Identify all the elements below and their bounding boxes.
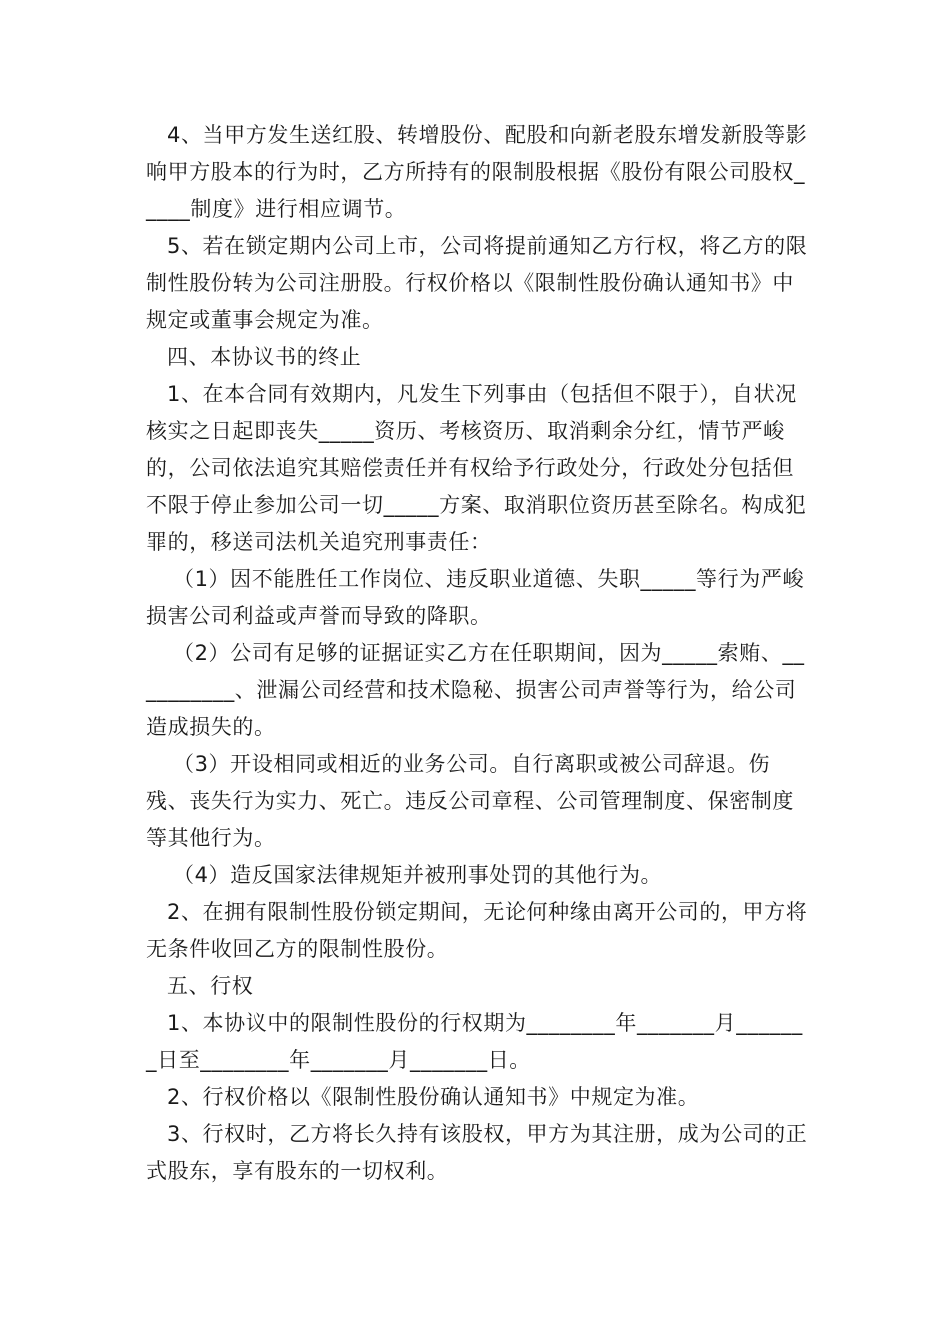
paragraph-shareholder-rights: 3、行权时，乙方将长久持有该股权，甲方为其注册，成为公司的正式股东，享有股东的一切权利。 (146, 1122, 808, 1183)
list-item-criminal: （4）造反国家法律规矩并被刑事处罚的其他行为。 (173, 863, 663, 887)
paragraph-share-recall: 2、在拥有限制性股份锁定期间，无论何种缘由离开公司的，甲方将无条件收回乙方的限制性股份。 (146, 900, 808, 961)
paragraph-termination-events: 1、在本合同有效期内，凡发生下列事由（包括但不限于），自状况核实之日起即丧失_____资历、考核资历、取消剩余分红，情节严峻的，公司依法追究其赔偿责任并有权给予行政处分，行政处分包括但不限于停止参加公司一切_____方案、取消职位资历甚至除名。构成犯罪的，移送司法机关追究刑事责任： (146, 382, 807, 554)
paragraph-exercise-period: 1、本协议中的限制性股份的行权期为________年_______月_______日至________年_______月_______日。 (146, 1011, 803, 1072)
paragraph-share-adjustment: 4、当甲方发生送红股、转增股份、配股和向新老股东增发新股等影响甲方股本的行为时，乙方所持有的限制股根据《股份有限公司股权_____制度》进行相应调节。 (146, 123, 808, 221)
paragraph-exercise-price: 2、行权价格以《限制性股份确认通知书》中规定为准。 (167, 1085, 700, 1109)
list-item-misconduct: （2）公司有足够的证据证实乙方在任职期间，因为_____索贿、__________、泄漏公司经营和技术隐秘、损害公司声誉等行为，给公司造成损失的。 (146, 641, 805, 739)
list-item-demotion: （1）因不能胜任工作岗位、违反职业道德、失职_____等行为严峻损害公司利益或声誉而导致的降职。 (146, 567, 805, 628)
section-heading-termination: 四、本协议书的终止 (167, 345, 362, 369)
paragraph-listing-exercise: 5、若在锁定期内公司上市，公司将提前通知乙方行权，将乙方的限制性股份转为公司注册股。行权价格以《限制性股份确认通知书》中规定或董事会规定为准。 (146, 234, 808, 332)
section-heading-exercise: 五、行权 (167, 974, 254, 998)
document-body (146, 117, 810, 1190)
list-item-competition: （3）开设相同或相近的业务公司。自行离职或被公司辞退。伤残、丧失行为实力、死亡。违反公司章程、公司管理制度、保密制度等其他行为。 (146, 752, 794, 850)
